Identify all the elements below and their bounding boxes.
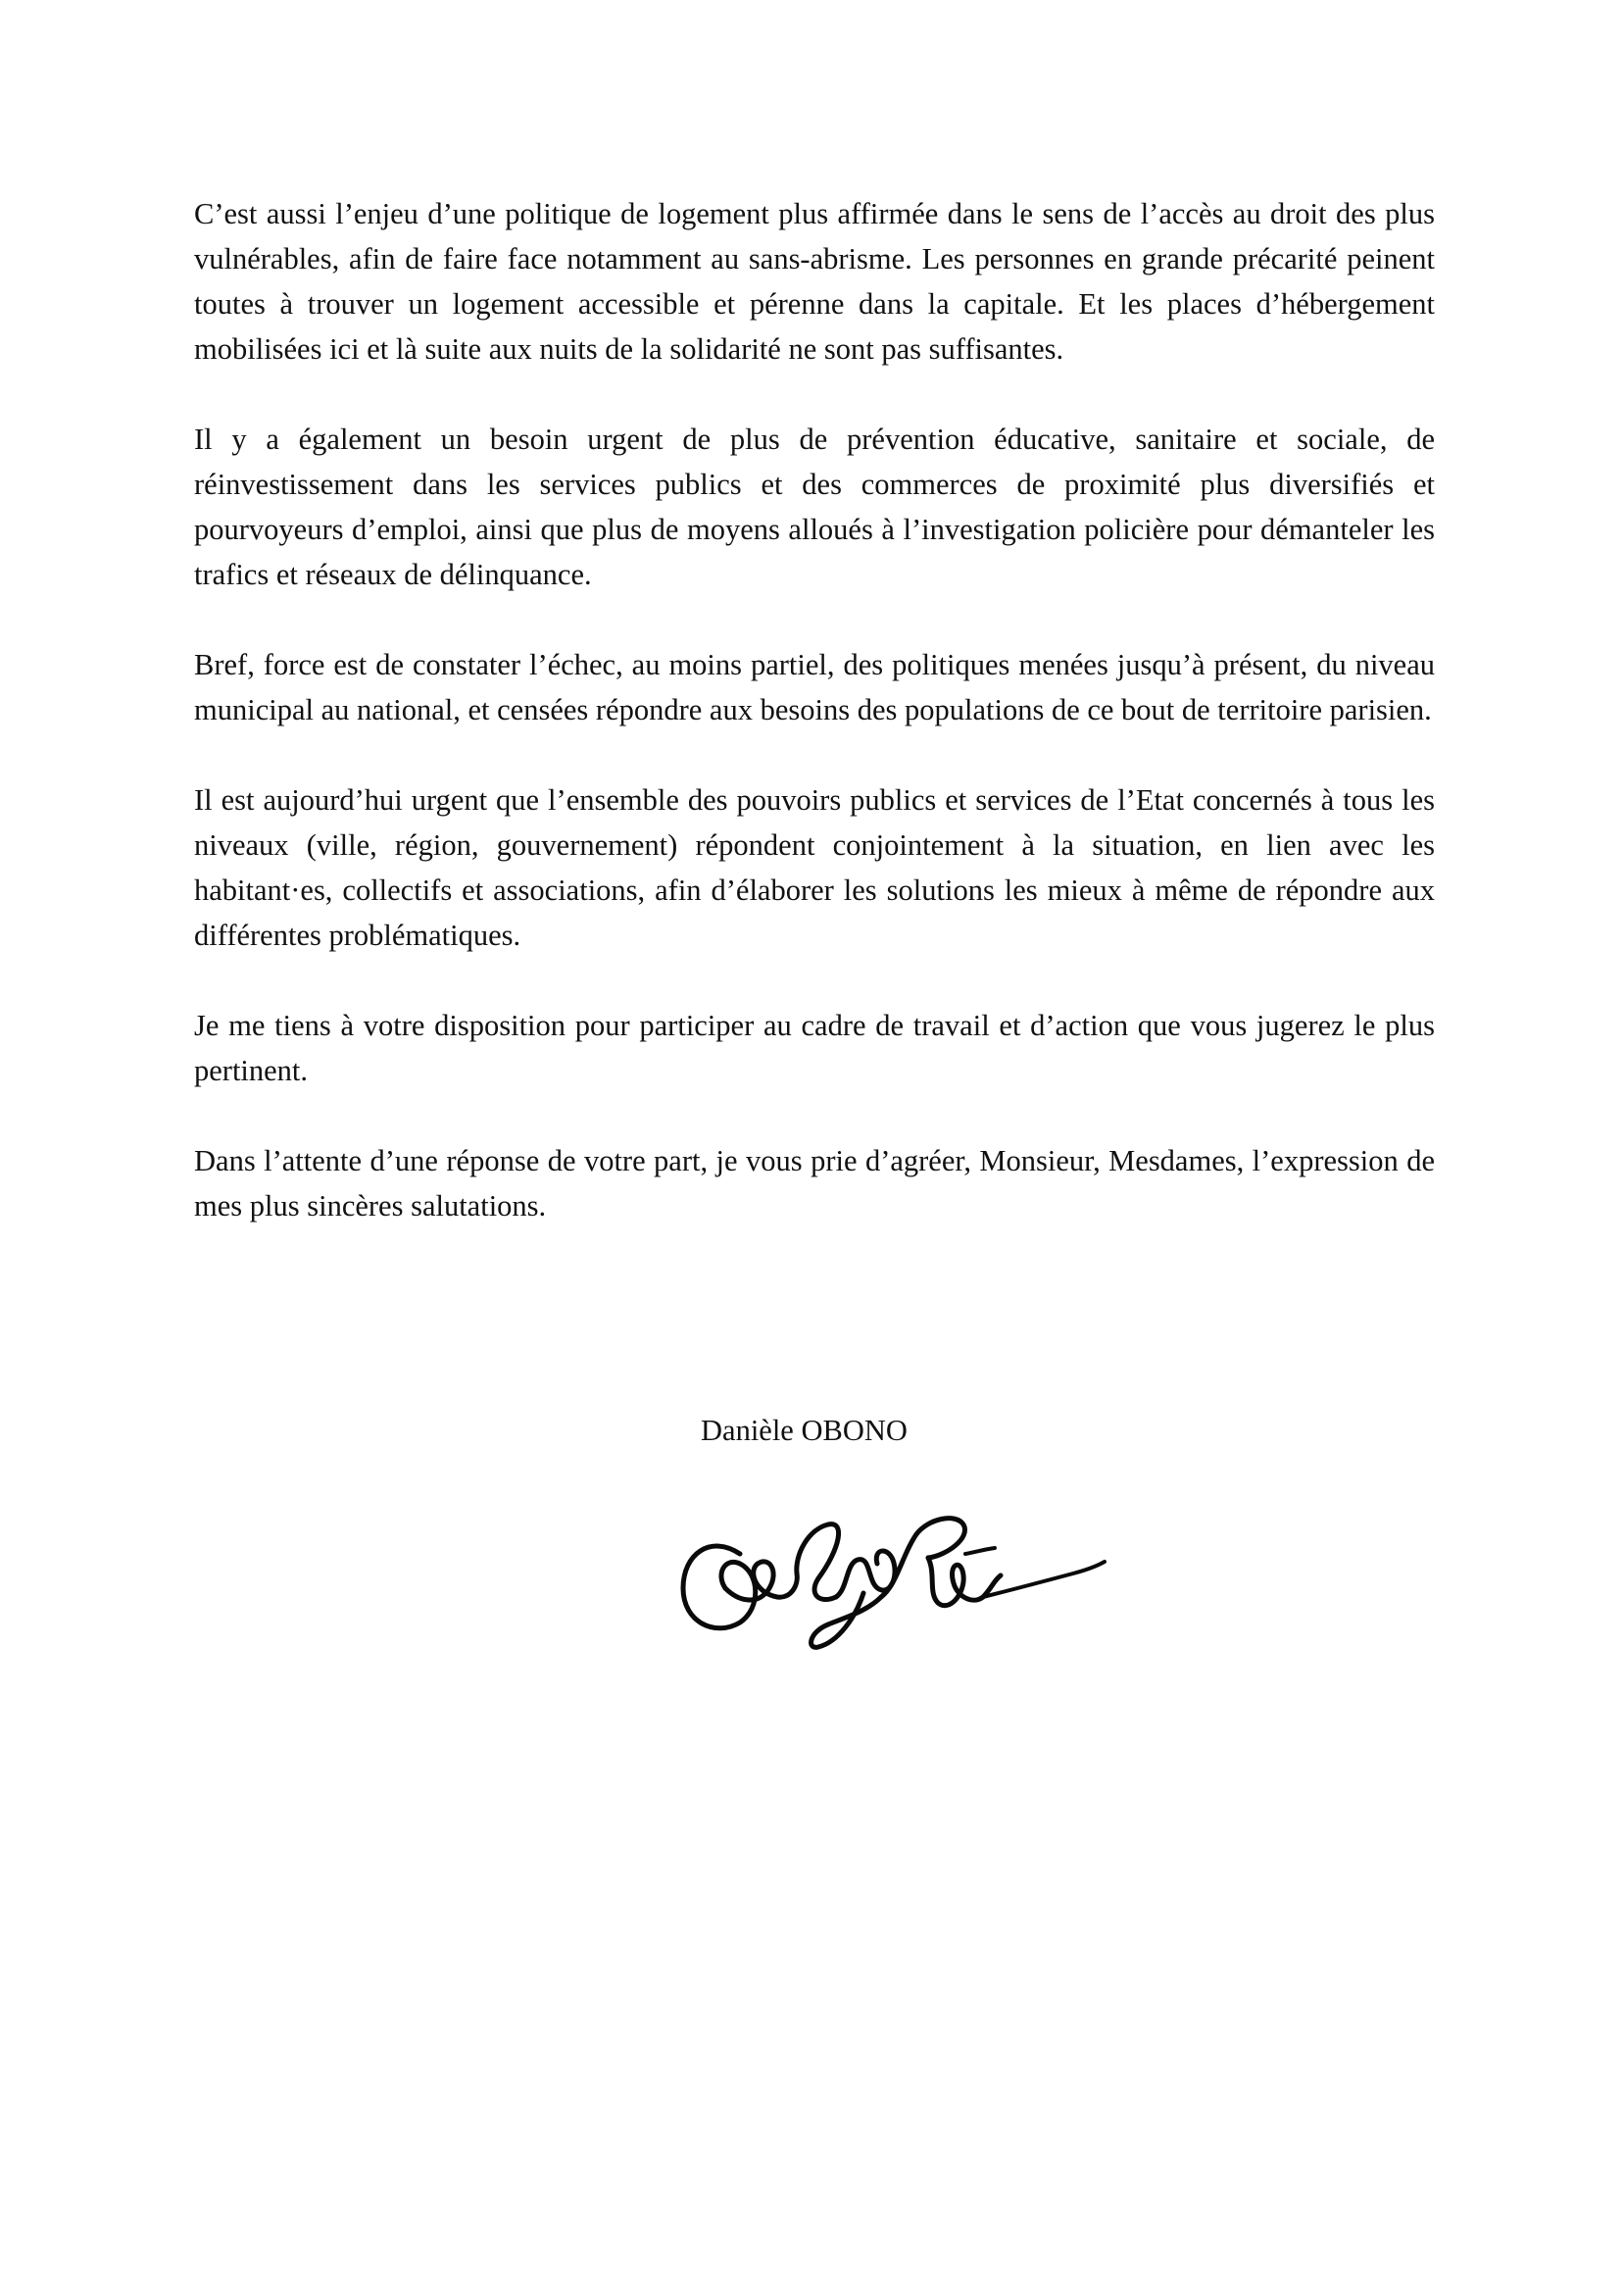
signature-icon	[671, 1495, 1112, 1672]
signer-name: Danièle OBONO	[701, 1414, 908, 1447]
paragraph-availability: Je me tiens à votre disposition pour participer au cadre de travail et d’action que vous jugerez le plus pertinent.	[194, 1009, 1435, 1087]
letter-body	[194, 191, 1435, 1273]
paragraph-closing-salutation: Dans l’attente d’une réponse de votre part, je vous prie d’agréer, Monsieur, Mesdames, l’expression de mes plus sincères salutations.	[194, 1144, 1435, 1223]
paragraph-housing: C’est aussi l’enjeu d’une politique de logement plus affirmée dans le sens de l’accès au droit des plus vulnérables, afin de faire face notamment au sans-abrisme. Les personnes en grande précarité peinent toutes à trouver un logement accessible et pérenne dans la capitale. Et les places d’hébergement mobilisées ici et là suite aux nuits de la solidarité ne sont pas suffisantes.	[194, 197, 1435, 366]
paragraph-prevention: Il y a également un besoin urgent de plus de prévention éducative, sanitaire et sociale, de réinvestissement dans les services publics et des commerces de proximité plus diversifiés et pourvoyeurs d’emploi, ainsi que plus de moyens alloués à l’investigation policière pour démanteler les trafics et réseaux de délinquance.	[194, 423, 1435, 591]
paragraph-policy-failure: Bref, force est de constater l’échec, au moins partiel, des politiques menées jusqu’à présent, du niveau municipal au national, et censées répondre aux besoins des populations de ce bout de territoire parisien.	[194, 648, 1435, 726]
paragraph-urgent-response: Il est aujourd’hui urgent que l’ensemble des pouvoirs publics et services de l’Etat concernés à tous les niveaux (ville, région, gouvernement) répondent conjointement à la situation, en lien avec les habitant·es, collectifs et associations, afin d’élaborer les solutions les mieux à même de répondre aux différentes problématiques.	[194, 783, 1435, 952]
